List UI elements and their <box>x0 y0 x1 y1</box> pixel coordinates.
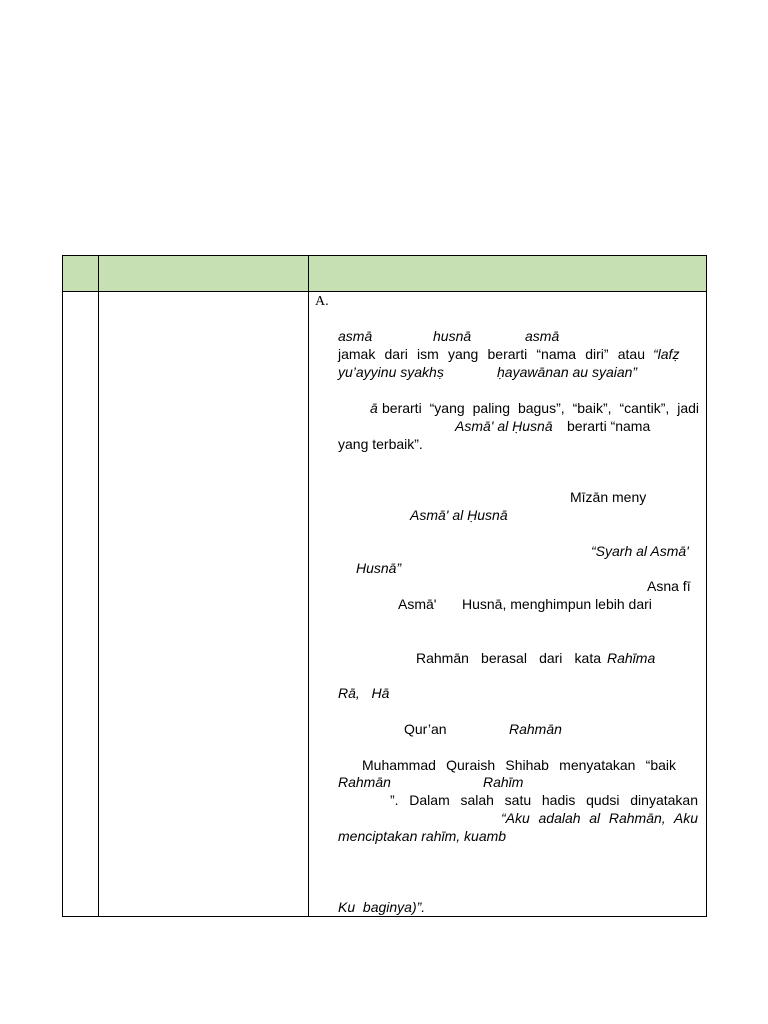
text-fragment: menciptakan rahīm, kuamb <box>338 828 507 844</box>
text-fragment: Husnā” <box>356 560 402 576</box>
text-fragment: Rahīm <box>483 774 524 790</box>
text-fragment: Asmā' al Ḥusnā <box>455 418 553 434</box>
table-header-row <box>63 255 706 291</box>
text-fragment: asmā <box>525 328 560 344</box>
table-border-header-bottom <box>62 291 707 292</box>
text-fragment: “Syarh al Asmā' <box>591 543 689 559</box>
text-fragment: Asna fī <box>647 578 691 594</box>
section-marker: A. <box>315 294 329 309</box>
text-fragment: yang terbaik”. <box>338 436 423 452</box>
text-fragment: yu’ayyinu syakhṣ <box>338 364 444 380</box>
table-border-bottom <box>62 916 707 917</box>
text-fragment: berarti “yang paling bagus”, “baik”, “cantik”, jadi <box>382 400 699 416</box>
text-fragment: Ku baginya)”. <box>338 899 426 915</box>
table-border-left <box>62 255 63 917</box>
table-border-right <box>706 255 707 917</box>
text-fragment: Husnā, menghimpun lebih dari <box>462 596 652 612</box>
text-fragment: jamak dari ism yang berarti “nama diri” atau <box>338 346 645 362</box>
text-fragment: Qur’an <box>404 721 447 737</box>
text-fragment: ā <box>370 400 378 416</box>
text-fragment: ḥayawānan au syaian” <box>497 364 638 380</box>
text-fragment: Rahmān <box>338 774 391 790</box>
text-fragment: asmā <box>338 328 373 344</box>
text-fragment: “lafẓ <box>653 346 680 362</box>
text-fragment: Asmā' al Ḥusnā <box>410 507 508 523</box>
table-column-divider-2 <box>308 255 309 917</box>
table-border-top <box>62 255 707 256</box>
table-column-divider-1 <box>98 255 99 917</box>
text-fragment: ”. Dalam salah satu hadis qudsi dinyatakan <box>390 792 698 808</box>
text-fragment: “Aku adalah al Rahmān, Aku <box>501 810 698 826</box>
text-fragment: Rahmān <box>509 721 562 737</box>
text-fragment: husnā <box>433 328 472 344</box>
text-fragment: Mīzān meny <box>570 489 647 505</box>
text-fragment: Rā, Hā <box>338 685 390 701</box>
text-fragment: Muhammad Quraish Shihab menyatakan “baik <box>362 757 676 773</box>
text-fragment: berarti “nama <box>567 418 651 434</box>
text-fragment: Rahmān berasal dari kata <box>416 650 601 666</box>
text-fragment: Asmā' <box>398 596 437 612</box>
text-fragment: Rahīma <box>607 650 656 666</box>
